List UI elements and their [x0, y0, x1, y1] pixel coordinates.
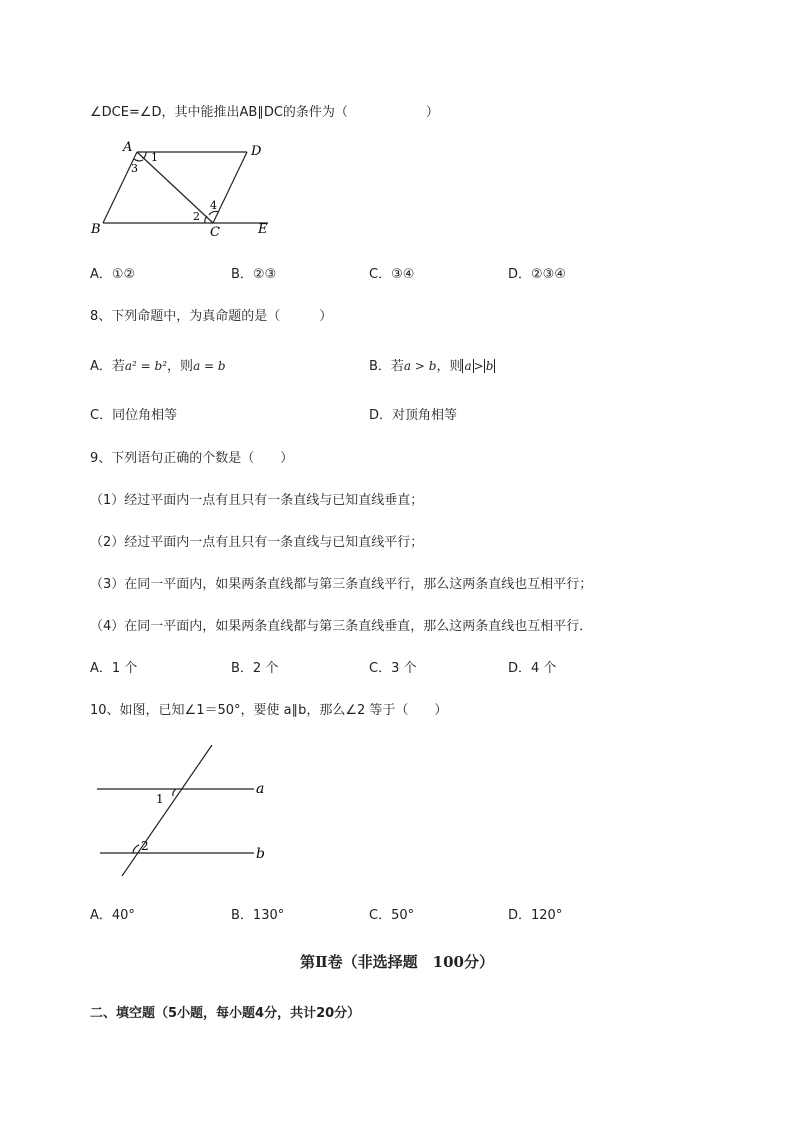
- q10-option-c[interactable]: C．50°: [369, 908, 415, 923]
- label-B: B: [91, 222, 101, 237]
- q7-option-c[interactable]: C．③④: [369, 267, 415, 282]
- part-two-heading: 二、填空题（5小题，每小题4分，共计20分）: [90, 1006, 361, 1021]
- q8-stem: 8、下列命题中，为真命题的是（ ）: [90, 309, 333, 324]
- q8-b-prefix: B．若: [369, 359, 404, 374]
- q9-option-a[interactable]: A．1 个: [90, 661, 138, 676]
- q8-a-formula: a² = b²: [124, 359, 168, 373]
- label-D: D: [251, 144, 262, 159]
- q8-b-formula: a > b: [403, 359, 437, 373]
- label-line-b: b: [256, 846, 265, 862]
- label-A: A: [123, 140, 133, 155]
- q8-option-d[interactable]: D．对顶角相等: [369, 408, 458, 423]
- q9-item-4: （4）在同一平面内，如果两条直线都与第三条直线垂直，那么这两条直线也互相平行．: [90, 619, 593, 634]
- label-angle-3: 3: [131, 162, 138, 175]
- q8-b-mid: ，则: [436, 359, 463, 374]
- q7-stem: ∠DCE=∠D，其中能推出AB∥DC的条件为（ ）: [90, 105, 439, 120]
- label-angle-1: 1: [151, 151, 158, 164]
- q8-a-mid: ，则: [167, 359, 194, 374]
- q9-item-2: （2）经过平面内一点有且只有一条直线与已知直线平行；: [90, 535, 424, 550]
- q7-option-b[interactable]: B．②③: [231, 267, 277, 282]
- q8-b-gt: >: [473, 359, 484, 373]
- q10-option-d[interactable]: D．120°: [508, 908, 563, 923]
- label-angle-1: 1: [156, 792, 164, 806]
- q10-option-b[interactable]: B．130°: [231, 908, 285, 923]
- q9-option-b[interactable]: B．2 个: [231, 661, 279, 676]
- q8-option-c[interactable]: C．同位角相等: [90, 408, 178, 423]
- q9-stem: 9、下列语句正确的个数是（ ）: [90, 451, 294, 466]
- q9-option-c[interactable]: C．3 个: [369, 661, 417, 676]
- q9-option-d[interactable]: D．4 个: [508, 661, 557, 676]
- q8-a-result: a = b: [193, 359, 226, 373]
- q10-option-a[interactable]: A．40°: [90, 908, 135, 923]
- q7-option-d[interactable]: D．②③④: [508, 267, 566, 282]
- section-title: 第Ⅱ卷（非选择题 100分）: [300, 953, 494, 971]
- label-E: E: [258, 222, 268, 237]
- label-angle-4: 4: [210, 199, 217, 212]
- q8-b-abs-b: b: [485, 359, 494, 373]
- q7-option-a[interactable]: A．①②: [90, 267, 136, 282]
- q8-a-prefix: A．若: [90, 359, 125, 374]
- label-line-a: a: [256, 781, 265, 797]
- label-C: C: [210, 225, 220, 240]
- q9-item-3: （3）在同一平面内，如果两条直线都与第三条直线平行，那么这两条直线也互相平行；: [90, 577, 593, 592]
- q9-item-1: （1）经过平面内一点有且只有一条直线与已知直线垂直；: [90, 493, 424, 508]
- q10-stem: 10、如图，已知∠1＝50°，要使 a∥b，那么∠2 等于（ ）: [90, 703, 448, 718]
- label-angle-2: 2: [141, 839, 149, 853]
- q8-b-abs-a: a: [464, 359, 472, 373]
- label-angle-2: 2: [193, 210, 200, 223]
